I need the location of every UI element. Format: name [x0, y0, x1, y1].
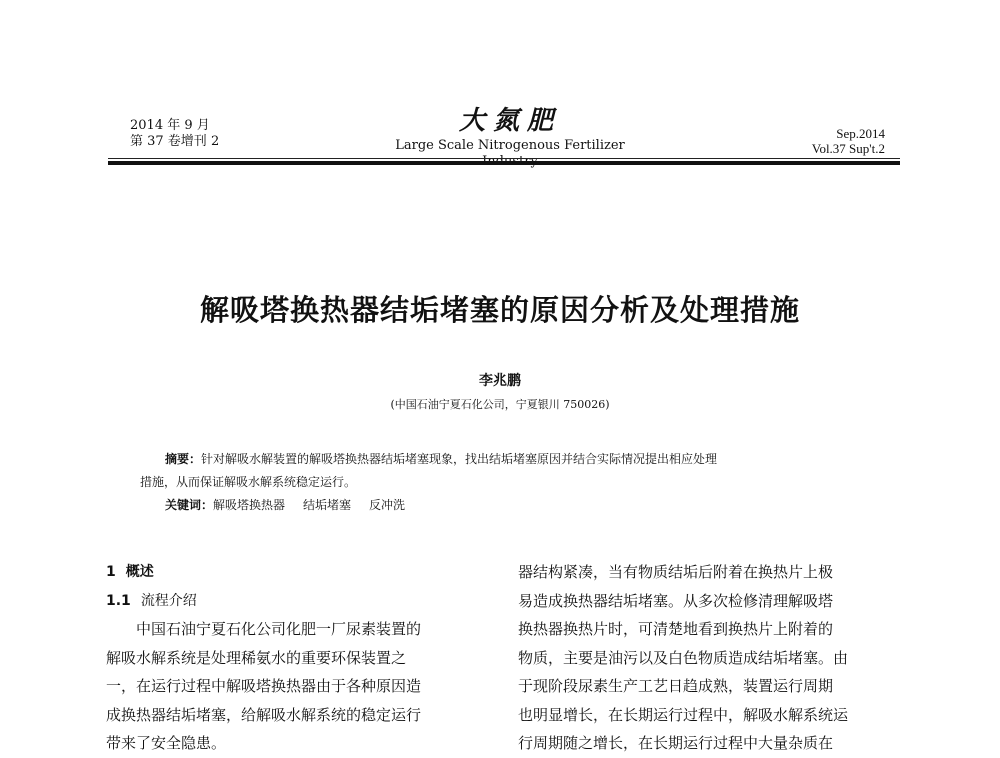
text-line: 解吸水解系统是处理稀氨水的重要环保装置之 — [106, 648, 407, 667]
text-line: 中国石油宁夏石化公司化肥一厂尿素装置的 — [136, 620, 422, 638]
keyword: 反冲洗 — [369, 498, 406, 512]
text-line: 行周期随之增长，在长期运行过程中大量杂质在 — [518, 734, 834, 752]
keywords — [165, 494, 865, 517]
header-date: 2014 年 9 月 — [130, 118, 210, 133]
body-column-right — [518, 558, 902, 758]
abstract-label: 摘要： — [165, 452, 202, 466]
abstract — [140, 448, 870, 494]
header-rule-thick — [108, 161, 900, 165]
text-line: 于现阶段尿素生产工艺日趋成熟，装置运行周期 — [518, 677, 834, 695]
journal-logo: 大氮肥 — [458, 106, 561, 136]
keyword: 解吸塔换热器 — [213, 498, 286, 512]
subsection-title: 流程介绍 — [140, 592, 197, 609]
subsection-heading-1-1 — [106, 587, 490, 616]
keywords-label: 关键词： — [165, 498, 214, 512]
section-title: 概述 — [125, 564, 154, 580]
paragraph — [106, 615, 490, 758]
header-issue-info — [812, 126, 885, 156]
text-line: 也明显增长，在长期运行过程中，解吸水解系统运 — [518, 705, 849, 724]
body-column-left — [106, 558, 490, 758]
article-author: 李兆鹏 — [479, 373, 521, 389]
text-line: 器结构紧凑，当有物质结垢后附着在换热片上极 — [518, 563, 834, 581]
section-heading-1 — [106, 558, 490, 587]
journal-english-name: Large Scale Nitrogenous Fertilizer — [395, 138, 625, 153]
article-affiliation: (中国石油宁夏石化公司，宁夏银川 750026) — [390, 398, 610, 411]
header-date-volume — [130, 118, 219, 150]
abstract-text-line2: 措施，从而保证解吸水解系统稳定运行。 — [140, 475, 357, 489]
abstract-text-line1: 针对解吸水解装置的解吸塔换热器结垢堵塞现象，找出结垢堵塞原因并结合实际情况提出相应处理 — [201, 452, 718, 466]
text-line: 带来了安全隐患。 — [106, 734, 227, 752]
article-title: 解吸塔换热器结垢堵塞的原因分析及处理措施 — [199, 293, 800, 327]
text-line: 一，在运行过程中解吸塔换热器由于各种原因造 — [106, 677, 422, 695]
header-rule-thin — [108, 158, 900, 159]
subsection-number: 1.1 — [106, 592, 131, 609]
text-line: 成换热器结垢堵塞，给解吸水解系统的稳定运行 — [106, 705, 422, 724]
header-date-en: Sep.2014 — [836, 126, 885, 141]
keyword: 结垢堵塞 — [303, 498, 352, 512]
text-line: 换热器换热片时，可清楚地看到换热片上附着的 — [518, 620, 834, 638]
section-number: 1 — [106, 564, 116, 580]
header-volume-en: Vol.37 Sup't.2 — [811, 141, 885, 156]
text-line: 物质，主要是油污以及白色物质造成结垢堵塞。由 — [518, 648, 849, 667]
text-line: 易造成换热器结垢堵塞。从多次检修清理解吸塔 — [518, 591, 834, 610]
header-volume: 第 37 卷增刊 2 — [130, 134, 220, 149]
